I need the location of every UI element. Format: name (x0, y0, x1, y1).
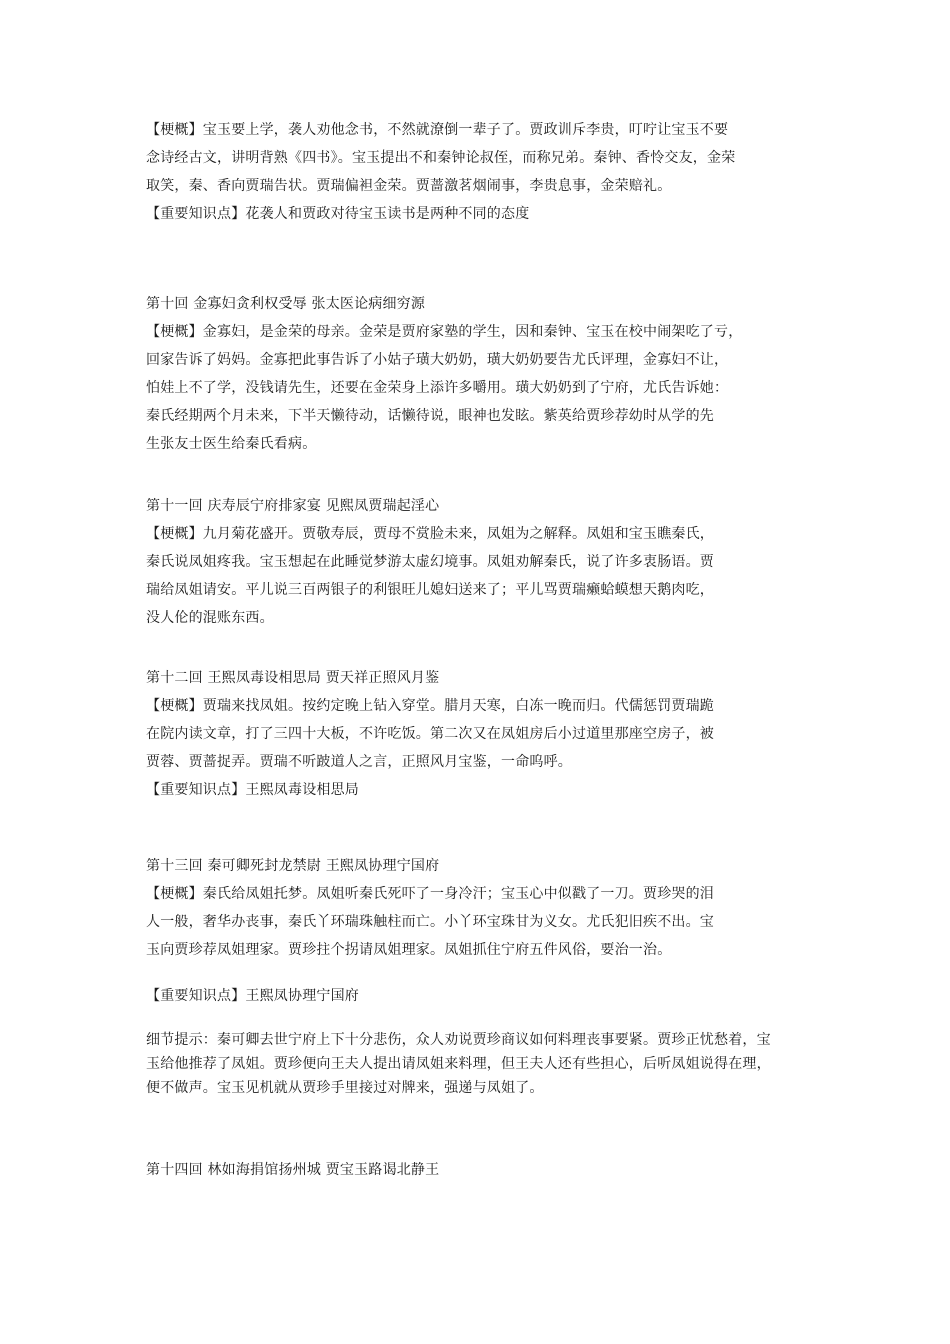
ch13-summary-line-2: 人一般，奢华办丧事，秦氏丫环瑞珠触柱而亡。小丫环宝珠甘为义女。尤氏犯旧疾不出。宝 (146, 914, 714, 930)
ch13-summary-line-1: 【梗概】秦氏给凤姐托梦。凤姐听秦氏死吓了一身冷汗；宝玉心中似戳了一刀。贾珍哭的泪 (146, 886, 714, 902)
ch10-title: 第十回 金寡妇贪利权受辱 张太医论病细穷源 (146, 296, 426, 312)
ch13-title: 第十三回 秦可卿死封龙禁尉 王熙凤协理宁国府 (146, 858, 440, 874)
ch9-summary-line-1: 【梗概】宝玉要上学，袭人劝他念书，不然就潦倒一辈子了。贾政训斥李贵，叮咛让宝玉不要 (146, 122, 729, 138)
ch12-title: 第十二回 王熙凤毒设相思局 贾天祥正照风月鉴 (146, 670, 440, 686)
ch12-key-point: 【重要知识点】王熙凤毒设相思局 (146, 782, 359, 798)
ch10-summary-line-2: 回家告诉了妈妈。金寡把此事告诉了小姑子璜大奶奶，璜大奶奶要告尤氏评理，金寡妇不让， (146, 352, 729, 368)
ch12-summary-line-3: 贾蓉、贾蔷捉弄。贾瑞不听跛道人之言，正照风月宝鉴，一命呜呼。 (146, 754, 572, 770)
ch14-title: 第十四回 林如海捐馆扬州城 贾宝玉路谒北静王 (146, 1162, 440, 1178)
ch9-summary-line-3: 取笑，秦、香向贾瑞告状。贾瑞偏袒金荣。贾蔷激茗烟闹事，李贵息事，金荣赔礼。 (146, 178, 672, 194)
ch12-summary-line-2: 在院内读文章，打了三四十大板，不许吃饭。第二次又在凤姐房后小过道里那座空房子，被 (146, 726, 714, 742)
ch10-summary-line-1: 【梗概】金寡妇，是金荣的母亲。金荣是贾府家塾的学生，因和秦钟、宝玉在校中闹架吃了亏， (146, 324, 743, 340)
ch11-summary-line-2: 秦氏说凤姐疼我。宝玉想起在此睡觉梦游太虚幻境事。凤姐劝解秦氏，说了许多衷肠语。贾 (146, 554, 714, 570)
ch13-detail-line-2: 玉给他推荐了凤姐。贾珍便向王夫人提出请凤姐来料理，但王夫人还有些担心，后听凤姐说得在理， (146, 1056, 771, 1072)
ch11-title: 第十一回 庆寿辰宁府排家宴 见熙凤贾瑞起淫心 (146, 498, 440, 514)
ch10-summary-line-4: 秦氏经期两个月未来，下半天懒待动，话懒待说，眼神也发眩。紫英给贾珍荐幼时从学的先 (146, 408, 714, 424)
ch13-summary-line-3: 玉向贾珍荐凤姐理家。贾珍拄个拐请凤姐理家。凤姐抓住宁府五件风俗，要治一治。 (146, 942, 672, 958)
ch11-summary-line-3: 瑞给凤姐请安。平儿说三百两银子的利银旺儿媳妇送来了；平儿骂贾瑞癞蛤蟆想天鹅肉吃， (146, 582, 714, 598)
ch13-key-point: 【重要知识点】王熙凤协理宁国府 (146, 988, 359, 1004)
ch11-summary-line-1: 【梗概】九月菊花盛开。贾敬寿辰，贾母不赏脸未来，凤姐为之解释。凤姐和宝玉瞧秦氏， (146, 526, 714, 542)
ch9-summary-line-2: 念诗经古文，讲明背熟《四书》。宝玉提出不和秦钟论叔侄，而称兄弟。秦钟、香怜交友，金荣 (146, 150, 736, 166)
ch10-summary-line-3: 怕娃上不了学，没钱请先生，还要在金荣身上添许多嚼用。璜大奶奶到了宁府，尤氏告诉她： (146, 380, 729, 396)
ch13-detail-line-1: 细节提示：秦可卿去世宁府上下十分悲伤，众人劝说贾珍商议如何料理丧事要紧。贾珍正忧愁着，宝 (146, 1032, 771, 1048)
ch12-summary-line-1: 【梗概】贾瑞来找凤姐。按约定晚上钻入穿堂。腊月天寒，白冻一晚而归。代儒惩罚贾瑞跪 (146, 698, 714, 714)
ch9-key-point: 【重要知识点】花袭人和贾政对待宝玉读书是两种不同的态度 (146, 206, 530, 222)
ch13-detail-line-3: 便不做声。宝玉见机就从贾珍手里接过对牌来，强递与凤姐了。 (146, 1080, 544, 1096)
ch11-summary-line-4: 没人伦的混账东西。 (146, 610, 274, 626)
ch10-summary-line-5: 生张友士医生给秦氏看病。 (146, 436, 317, 452)
